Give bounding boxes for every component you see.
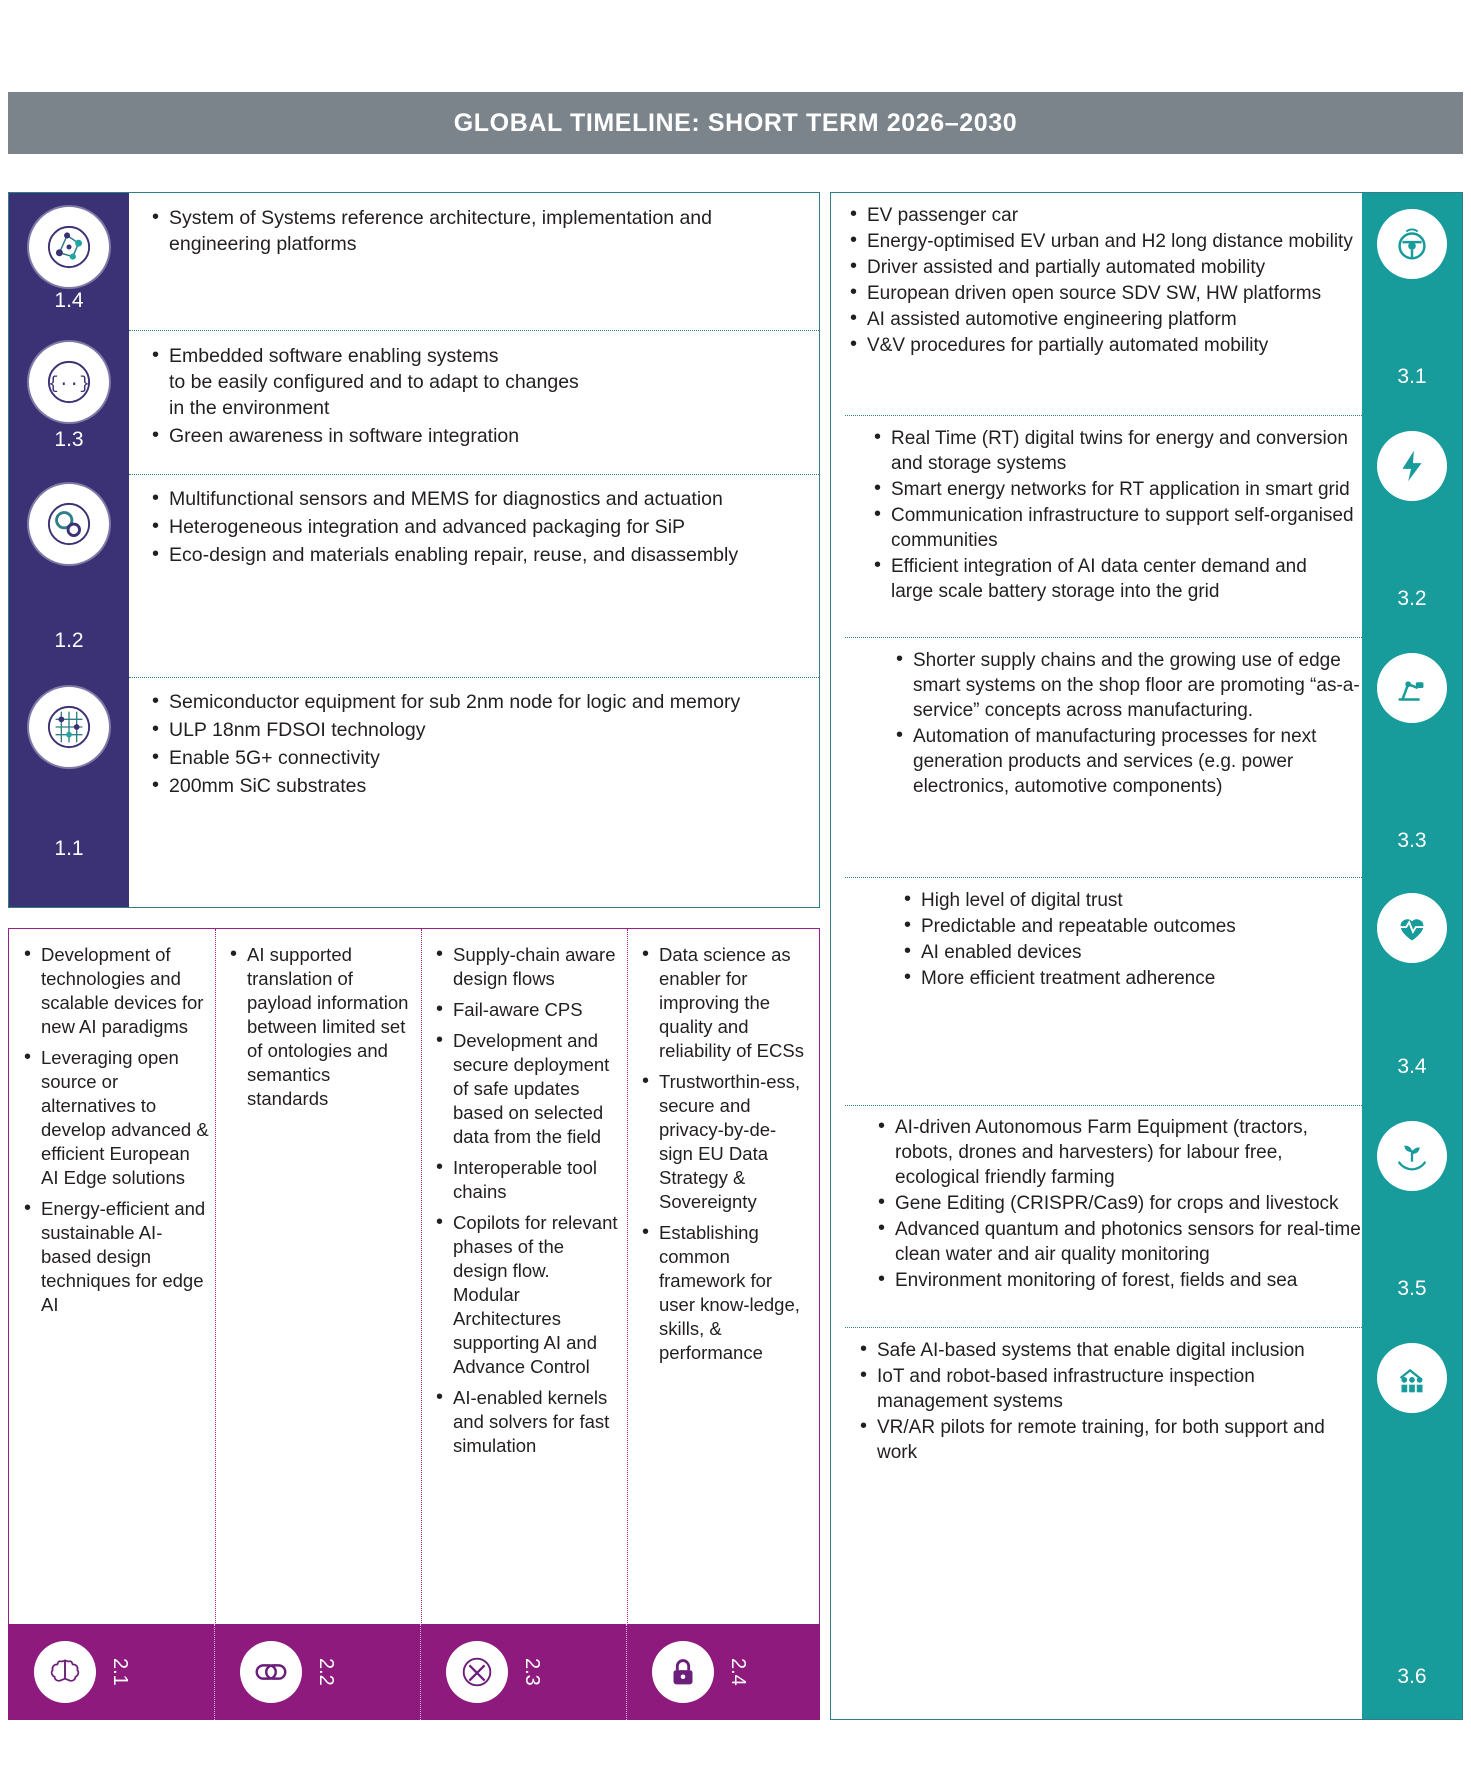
agriculture-sprout-icon: [1377, 1121, 1447, 1191]
list-item: • AI assisted automotive engineering platform: [847, 307, 1354, 332]
right-icon-cell-3-3: [1362, 637, 1462, 877]
left-bottom-col-2-2: [227, 943, 415, 1118]
left-bottom-icon-cell-2-1: [8, 1624, 214, 1720]
right-id-3-3: 3.3: [1397, 829, 1427, 852]
left-bottom-id-2-4: 2.4: [727, 1658, 749, 1686]
robot-arm-icon: [1377, 653, 1447, 723]
left-bottom-id-2-3: 2.3: [521, 1658, 543, 1686]
energy-bolt-icon: [1377, 431, 1447, 501]
right-bullets-3-6: [857, 1338, 1358, 1466]
right-bullets-3-5: [875, 1115, 1362, 1294]
list-item: • European driven open source SDV SW, HW platforms: [847, 281, 1354, 306]
list-item: • Gene Editing (CRISPR/Cas9) for crops and livestock: [875, 1191, 1362, 1216]
left-bottom-id-2-1: 2.1: [109, 1658, 131, 1686]
list-item: • Environment monitoring of forest, fields and sea: [875, 1268, 1362, 1293]
left-top-id-1-4: 1.4: [54, 289, 84, 312]
right-icon-cell-3-5: [1362, 1105, 1462, 1327]
list-item: • AI supported translation of payload information between limited set of ontologies and semantics standards: [227, 943, 415, 1111]
list-item: • System of Systems reference architecture, implementation and engineering platforms: [149, 205, 805, 257]
list-item: • AI enabled devices: [901, 940, 1352, 965]
health-heartbeat-icon: [1377, 893, 1447, 963]
right-id-3-2: 3.2: [1397, 587, 1427, 610]
left-bottom-icon-cell-2-4: [626, 1624, 820, 1720]
right-icon-cell-3-6: [1362, 1327, 1462, 1719]
right-icon-cell-3-4: [1362, 877, 1462, 1105]
right-bullets-3-4: [901, 888, 1352, 992]
list-item: • Data science as enabler for improving the quality and reliability of ECSs: [639, 943, 809, 1063]
list-item: • Copilots for relevant phases of the design flow. Modular Architectures supporting AI and Advance Control: [433, 1211, 621, 1379]
left-top-icon-cell-1-1: [9, 677, 129, 907]
right-icon-column: [1362, 193, 1462, 1719]
left-top-id-1-2: 1.2: [54, 629, 84, 652]
chip-wafer-icon: [29, 687, 109, 767]
svg-text:{··}: {··}: [48, 375, 90, 395]
list-item: • Predictable and repeatable outcomes: [901, 914, 1352, 939]
list-item: • V&V procedures for partially automated mobility: [847, 333, 1354, 358]
list-item: • Safe AI-based systems that enable digital inclusion: [857, 1338, 1358, 1363]
steering-wheel-icon: [1377, 209, 1447, 279]
left-top-bullets-1-4: [149, 205, 805, 259]
list-item: • Semiconductor equipment for sub 2nm node for logic and memory: [149, 689, 805, 715]
left-bottom-icon-bar: [8, 1624, 820, 1720]
right-bullets-3-2: [871, 426, 1354, 605]
page-title: GLOBAL TIMELINE: SHORT TERM 2026–2030: [8, 92, 1463, 154]
list-item: • Communication infrastructure to support self-organised communities: [871, 503, 1354, 553]
right-id-3-6: 3.6: [1397, 1665, 1427, 1688]
right-icon-cell-3-1: [1362, 193, 1462, 415]
list-item: • EV passenger car: [847, 203, 1354, 228]
list-item: • Embedded software enabling systems to be easily configured and to adapt to changes in the environment: [149, 343, 805, 421]
list-item: • Establishing common framework for user know-ledge, skills, & performance: [639, 1221, 809, 1365]
list-item: • Advanced quantum and photonics sensors for real-time clean water and air quality monitoring: [875, 1217, 1362, 1267]
list-item: • AI-driven Autonomous Farm Equipment (tractors, robots, drones and harvesters) for labour free, ecological friendly farming: [875, 1115, 1362, 1190]
left-top-icon-cell-1-2: [9, 474, 129, 677]
right-bullets-3-3: [893, 648, 1362, 800]
list-item: • 200mm SiC substrates: [149, 773, 805, 799]
list-item: • Eco-design and materials enabling repair, reuse, and disassembly: [149, 542, 805, 568]
brain-ai-icon: [34, 1641, 96, 1703]
list-item: • Development and secure deployment of safe updates based on selected data from the field: [433, 1029, 621, 1149]
left-bottom-col-2-1: [21, 943, 209, 1324]
list-item: • Energy-efficient and sustainable AI-based design techniques for edge AI: [21, 1197, 209, 1317]
right-id-3-4: 3.4: [1397, 1055, 1427, 1078]
left-bottom-icon-cell-2-3: [420, 1624, 626, 1720]
list-item: • ULP 18nm FDSOI technology: [149, 717, 805, 743]
left-bottom-col-2-3: [433, 943, 621, 1465]
list-item: • Leveraging open source or alternatives to develop advanced & efficient European AI Edge solutions: [21, 1046, 209, 1190]
left-bottom-col-2-4: [639, 943, 809, 1372]
chain-link-icon: [240, 1641, 302, 1703]
left-top-icon-cell-1-3: [9, 330, 129, 474]
right-id-3-1: 3.1: [1397, 365, 1427, 388]
left-top-bullets-1-3: [149, 343, 805, 451]
code-braces-icon: [29, 342, 109, 422]
list-item: • IoT and robot-based infrastructure inspection management systems: [857, 1364, 1358, 1414]
list-item: • Shorter supply chains and the growing use of edge smart systems on the shop floor are promoting “as-a-service” concepts across manufacturing.: [893, 648, 1362, 723]
right-panel: [830, 192, 1463, 1720]
left-bottom-icon-cell-2-2: [214, 1624, 420, 1720]
left-bottom-panel: [8, 928, 820, 1676]
list-item: • Trustworthin-ess, secure and privacy-by-de-sign EU Data Strategy & Sovereignty: [639, 1070, 809, 1214]
list-item: • Interoperable tool chains: [433, 1156, 621, 1204]
list-item: • More efficient treatment adherence: [901, 966, 1352, 991]
right-id-3-5: 3.5: [1397, 1277, 1427, 1300]
left-top-id-1-3: 1.3: [54, 428, 84, 451]
list-item: • Supply-chain aware design flows: [433, 943, 621, 991]
right-icon-cell-3-2: [1362, 415, 1462, 637]
list-item: • Development of technologies and scalable devices for new AI paradigms: [21, 943, 209, 1039]
left-top-bullets-1-2: [149, 486, 805, 570]
right-bullets-3-1: [847, 203, 1354, 359]
left-top-icon-cell-1-4: [9, 193, 129, 330]
list-item: • AI-enabled kernels and solvers for fast simulation: [433, 1386, 621, 1458]
list-item: • Automation of manufacturing processes for next generation products and services (e.g. power electronics, automotive components): [893, 724, 1362, 799]
list-item: • Multifunctional sensors and MEMS for diagnostics and actuation: [149, 486, 805, 512]
digital-society-icon: [1377, 1343, 1447, 1413]
gears-icon: [29, 484, 109, 564]
left-bottom-id-2-2: 2.2: [315, 1658, 337, 1686]
list-item: • Real Time (RT) digital twins for energy and conversion and storage systems: [871, 426, 1354, 476]
left-top-id-1-1: 1.1: [54, 837, 84, 860]
tools-cycle-icon: [446, 1641, 508, 1703]
list-item: • VR/AR pilots for remote training, for both support and work: [857, 1415, 1358, 1465]
list-item: • Green awareness in software integration: [149, 423, 805, 449]
list-item: • Energy-optimised EV urban and H2 long distance mobility: [847, 229, 1354, 254]
list-item: • Driver assisted and partially automated mobility: [847, 255, 1354, 280]
list-item: • High level of digital trust: [901, 888, 1352, 913]
list-item: • Smart energy networks for RT application in smart grid: [871, 477, 1354, 502]
padlock-icon: [652, 1641, 714, 1703]
list-item: • Efficient integration of AI data center demand and large scale battery storage into the grid: [871, 554, 1354, 604]
network-nodes-icon: [29, 207, 109, 287]
list-item: • Fail-aware CPS: [433, 998, 621, 1022]
list-item: • Enable 5G+ connectivity: [149, 745, 805, 771]
left-top-bullets-1-1: [149, 689, 805, 801]
list-item: • Heterogeneous integration and advanced packaging for SiP: [149, 514, 805, 540]
left-top-panel: [8, 192, 820, 908]
left-top-icon-column: [9, 193, 129, 907]
